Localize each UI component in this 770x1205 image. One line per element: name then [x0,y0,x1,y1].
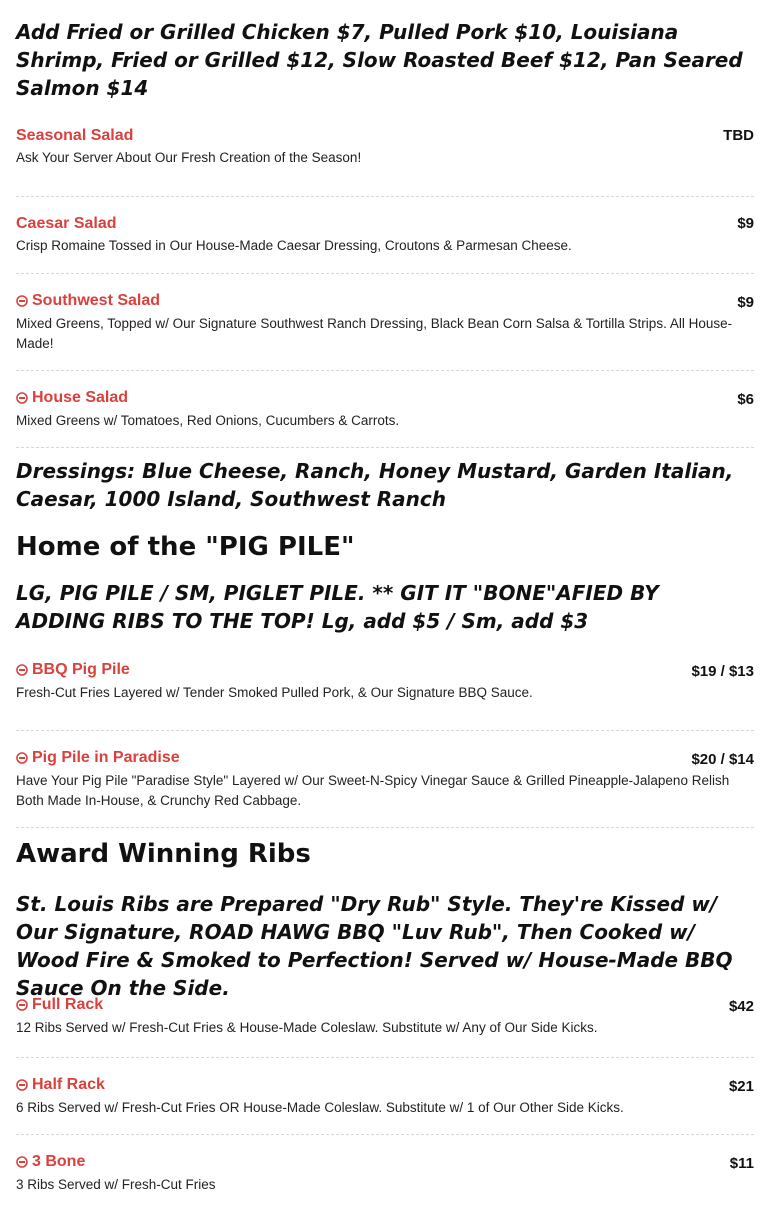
item-price: $20 / $14 [691,751,754,768]
item-name: Southwest Salad [32,292,161,309]
item-name: Caesar Salad [16,215,117,232]
item-name-wrap [16,749,180,767]
menu-item-3-bone [16,1135,754,1205]
item-description: 6 Ribs Served w/ Fresh-Cut Fries OR House-Made Coleslaw. Substitute w/ 1 of Our Other Side Kicks. [16,1100,624,1115]
item-description: 12 Ribs Served w/ Fresh-Cut Fries & House-Made Coleslaw. Substitute w/ Any of Our Side Kicks. [16,1020,598,1035]
menu-item-house-salad [16,371,754,448]
item-description: Mixed Greens w/ Tomatoes, Red Onions, Cucumbers & Carrots. [16,413,400,428]
section-heading-ribs: Award Winning Ribs [16,839,311,869]
item-name-wrap [16,661,130,679]
item-name: 3 Bone [32,1153,86,1170]
menu-item-caesar-salad [16,197,754,274]
item-price: $6 [737,391,754,408]
signature-badge-icon [16,752,28,764]
item-name-wrap [16,996,103,1014]
menu-item-southwest-salad [16,274,754,371]
item-price: $42 [728,998,754,1015]
item-price: $21 [728,1078,754,1095]
signature-badge-icon [16,295,28,307]
item-name: Half Rack [32,1076,105,1093]
item-name-wrap [16,292,160,310]
item-description: Crisp Romaine Tossed in Our House-Made Caesar Dressing, Croutons & Parmesan Cheese. [16,238,572,253]
item-name: Full Rack [32,996,104,1013]
item-description: Fresh-Cut Fries Layered w/ Tender Smoked Pulled Pork, & Our Signature BBQ Sauce. [16,685,533,700]
item-name: Seasonal Salad [16,127,134,144]
item-price: $9 [737,215,754,232]
signature-badge-icon [16,392,28,404]
item-price: $9 [737,294,754,311]
item-price: $19 / $13 [691,663,754,680]
menu-item-seasonal-salad [16,120,754,197]
item-name: BBQ Pig Pile [32,661,130,678]
menu-item-half-rack [16,1058,754,1135]
item-name-wrap [16,389,128,407]
section-heading-pig-pile: Home of the "PIG PILE" [16,532,355,562]
pig-pile-note: LG, PIG PILE / SM, PIGLET PILE. ** GIT IT "BONE"AFIED BY ADDING RIBS TO THE TOP! Lg, add $5 / Sm, add $3 [16,581,659,633]
ribs-note: St. Louis Ribs are Prepared "Dry Rub" Style. They're Kissed w/ Our Signature, ROAD HAWG BBQ "Luv Rub", Then Cooked w/ Wood Fire & Smoked to Perfection! Served w/ House-Made BBQ Sauce On the Side. [16,892,733,1000]
signature-badge-icon [16,1156,28,1168]
item-description: Mixed Greens, Topped w/ Our Signature Southwest Ranch Dressing, Black Bean Corn Salsa & Tortilla Strips. All House-Made! [16,316,733,351]
item-name-wrap [16,1153,85,1171]
menu-item-pig-pile-in-paradise [16,731,754,828]
item-description: Ask Your Server About Our Fresh Creation of the Season! [16,150,362,165]
signature-badge-icon [16,999,28,1011]
item-price: TBD [723,127,754,144]
menu-item-bbq-pig-pile [16,654,754,731]
item-name: House Salad [32,389,129,406]
item-description: Have Your Pig Pile "Paradise Style" Layered w/ Our Sweet-N-Spicy Vinegar Sauce & Grilled Pineapple-Jalapeno Relish Both Made In-House, & Crunchy Red Cabbage. [16,773,730,808]
signature-badge-icon [16,664,28,676]
signature-badge-icon [16,1079,28,1091]
item-name-wrap [16,1076,105,1094]
dressings-note: Dressings: Blue Cheese, Ranch, Honey Mustard, Garden Italian, Caesar, 1000 Island, Southwest Ranch [16,459,734,511]
item-price: $11 [729,1155,754,1172]
addons-note: Add Fried or Grilled Chicken $7, Pulled Pork $10, Louisiana Shrimp, Fried or Grilled $12, Slow Roasted Beef $12, Pan Seared Salmon $14 [16,20,743,100]
item-description: 3 Ribs Served w/ Fresh-Cut Fries [16,1177,216,1192]
item-name: Pig Pile in Paradise [32,749,180,766]
menu-item-full-rack [16,996,754,1058]
